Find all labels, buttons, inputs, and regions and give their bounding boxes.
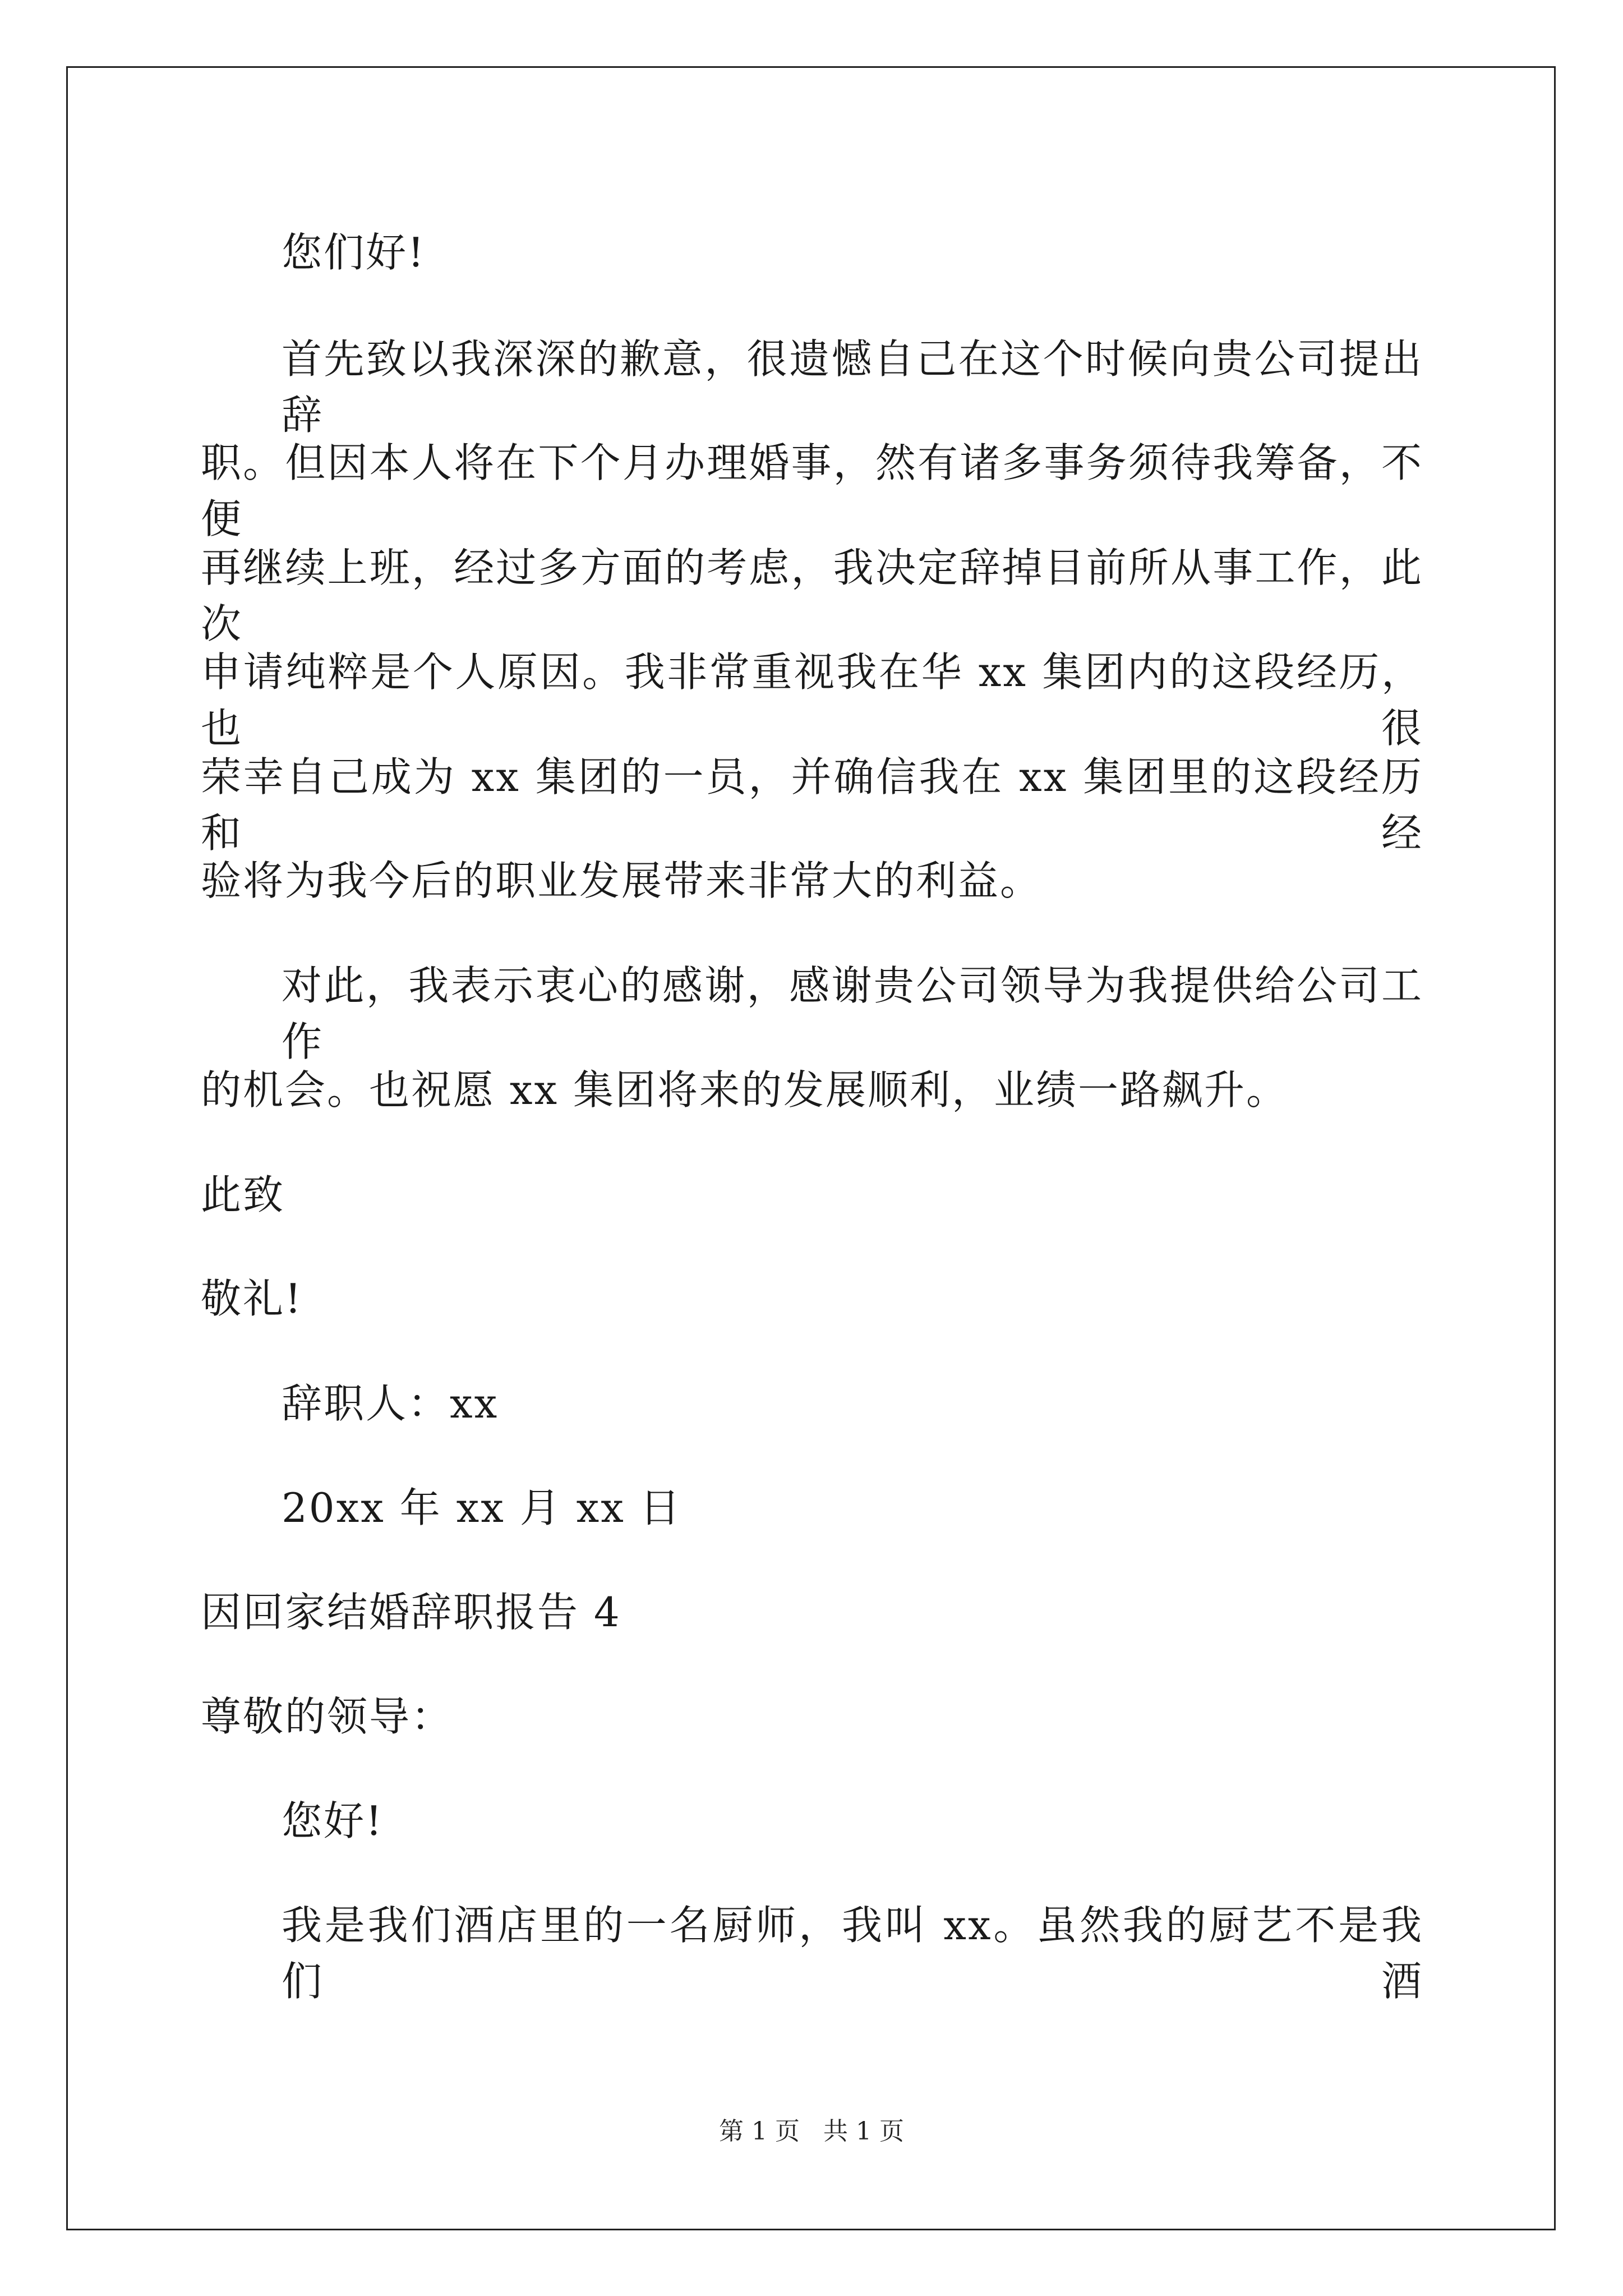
page-number: 第 1 页: [719, 2117, 800, 2146]
paragraph-1-line-2: 职。但因本人将在下个月办理婚事，然有诸多事务须待我筹备，不便: [201, 439, 1423, 542]
greeting-line: 您们好!: [282, 229, 426, 276]
page-total: 共 1 页: [823, 2117, 904, 2146]
date-line: 20xx 年 xx 月 xx 日: [282, 1484, 682, 1531]
paragraph-1-line-4: 申请纯粹是个人原因。我非常重视我在华 xx 集团内的这段经历，也很: [201, 648, 1423, 752]
section-title: 因回家结婚辞职报告 4: [201, 1589, 621, 1636]
paragraph-1-line-6: 验将为我今后的职业发展带来非常大的利益。: [201, 857, 1043, 904]
salutation-line: 尊敬的领导：: [201, 1693, 454, 1740]
paragraph-1-line-1: 首先致以我深深的歉意，很遗憾自己在这个时候向贵公司提出辞: [282, 335, 1423, 439]
page-footer: [0, 2115, 1623, 2148]
paragraph-1-line-5: 荣幸自己成为 xx 集团的一员，并确信我在 xx 集团里的这段经历和经: [201, 753, 1423, 857]
paragraph-3-line-1: 我是我们酒店里的一名厨师，我叫 xx。虽然我的厨艺不是我们酒: [282, 1902, 1423, 2005]
closing-line-1: 此致: [201, 1171, 285, 1218]
closing-line-2: 敬礼!: [201, 1275, 303, 1322]
paragraph-2-line-1: 对此，我表示衷心的感谢，感谢贵公司领导为我提供给公司工作: [282, 962, 1423, 1065]
greeting-line-2: 您好!: [282, 1797, 384, 1844]
paragraph-1-line-3: 再继续上班，经过多方面的考虑，我决定辞掉目前所从事工作，此次: [201, 544, 1423, 647]
signer-line: 辞职人：xx: [282, 1380, 499, 1427]
paragraph-2-line-2: 的机会。也祝愿 xx 集团将来的发展顺利，业绩一路飙升。: [201, 1066, 1288, 1114]
